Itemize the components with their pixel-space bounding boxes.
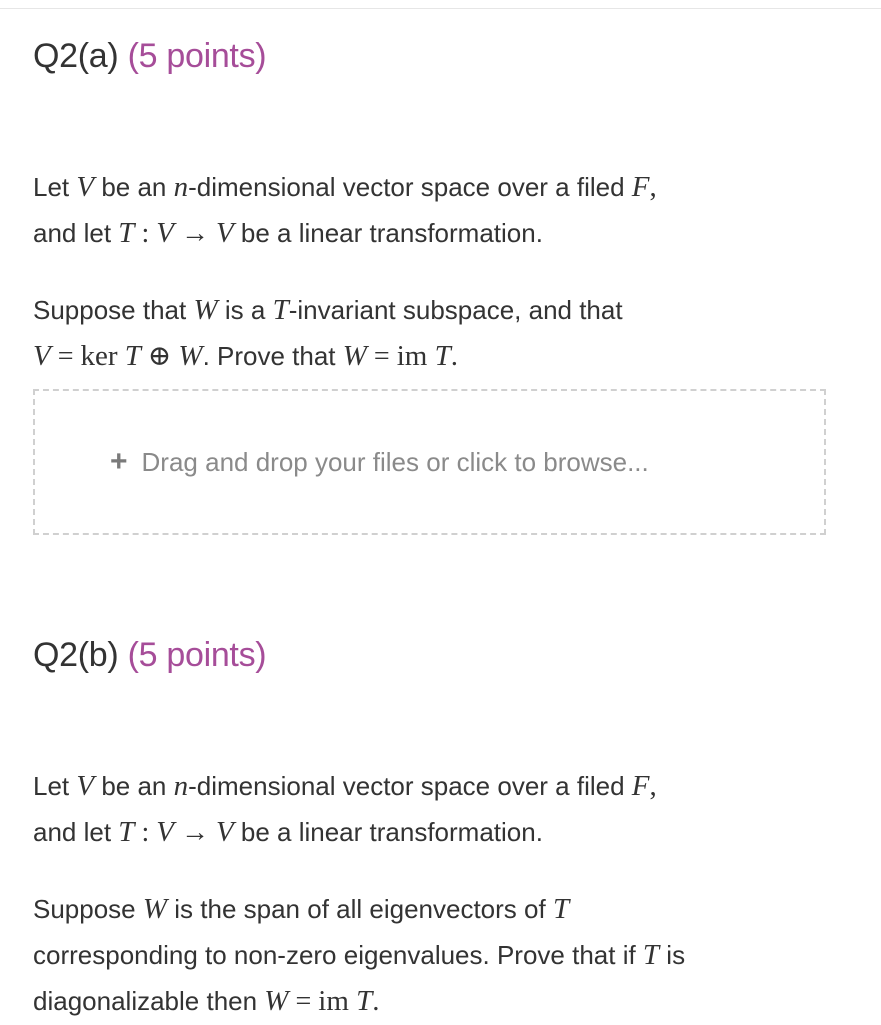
arrow-symbol: → — [180, 218, 209, 249]
question-heading — [33, 36, 833, 76]
math-var: T — [434, 340, 451, 372]
question-points: (5 points) — [127, 636, 267, 674]
text-line: Let V be an n-dimensional vector space over a filed F, — [33, 770, 657, 802]
math-var: n — [173, 770, 189, 802]
math-var: F — [631, 171, 650, 203]
text-line: diagonalizable then W = im T. — [33, 985, 380, 1017]
upload-label[interactable]: Drag and drop your files or click to browse... — [141, 446, 649, 477]
math-var: W — [178, 340, 203, 372]
question-heading — [33, 635, 833, 675]
math-var: T — [272, 294, 289, 326]
math-var: V — [156, 816, 174, 848]
text-line: and let T : V → V be a linear transformation. — [33, 816, 543, 848]
math-var: W — [342, 340, 367, 372]
math-var: n — [173, 171, 189, 203]
question-id: Q2(a) — [33, 37, 119, 75]
math-var: T — [118, 217, 135, 249]
math-var: T — [552, 893, 570, 925]
question-paragraph — [33, 763, 833, 856]
question-paragraph — [33, 886, 833, 1025]
text-line: Suppose W is the span of all eigenvectors of T — [33, 893, 570, 925]
math-var: V — [33, 340, 51, 372]
math-var: W — [193, 294, 218, 326]
math-var: V — [156, 217, 174, 249]
text-line: Let V be an n-dimensional vector space over a filed F, — [33, 171, 657, 203]
text-line: V = ker T ⊕ W. Prove that W = im T. — [33, 340, 458, 372]
math-var: W — [142, 893, 168, 925]
question-id: Q2(b) — [33, 636, 119, 674]
math-var: V — [76, 171, 95, 203]
math-var: F — [631, 770, 650, 802]
text-line: corresponding to non-zero eigenvalues. Prove that if T is — [33, 939, 686, 971]
question-q2b — [33, 635, 833, 1025]
math-var: W — [264, 985, 289, 1017]
math-var: V — [215, 816, 234, 848]
direct-sum-symbol: ⊕ — [147, 341, 172, 372]
math-var: T — [118, 816, 135, 848]
math-var: T — [356, 985, 373, 1017]
text-line: and let T : V → V be a linear transformation. — [33, 217, 543, 249]
question-paragraph — [33, 287, 833, 380]
math-var: V — [215, 217, 234, 249]
text-line: Suppose that W is a T-invariant subspace, and that — [33, 294, 623, 326]
math-var: T — [642, 939, 660, 971]
math-var: V — [76, 770, 95, 802]
plus-icon: + — [110, 445, 128, 478]
question-paragraph — [33, 164, 833, 257]
question-points: (5 points) — [127, 37, 267, 75]
file-upload-dropzone[interactable] — [33, 389, 826, 535]
question-q2a — [33, 36, 833, 380]
arrow-symbol: → — [180, 817, 209, 848]
math-var: T — [124, 340, 141, 372]
top-divider — [0, 8, 881, 9]
